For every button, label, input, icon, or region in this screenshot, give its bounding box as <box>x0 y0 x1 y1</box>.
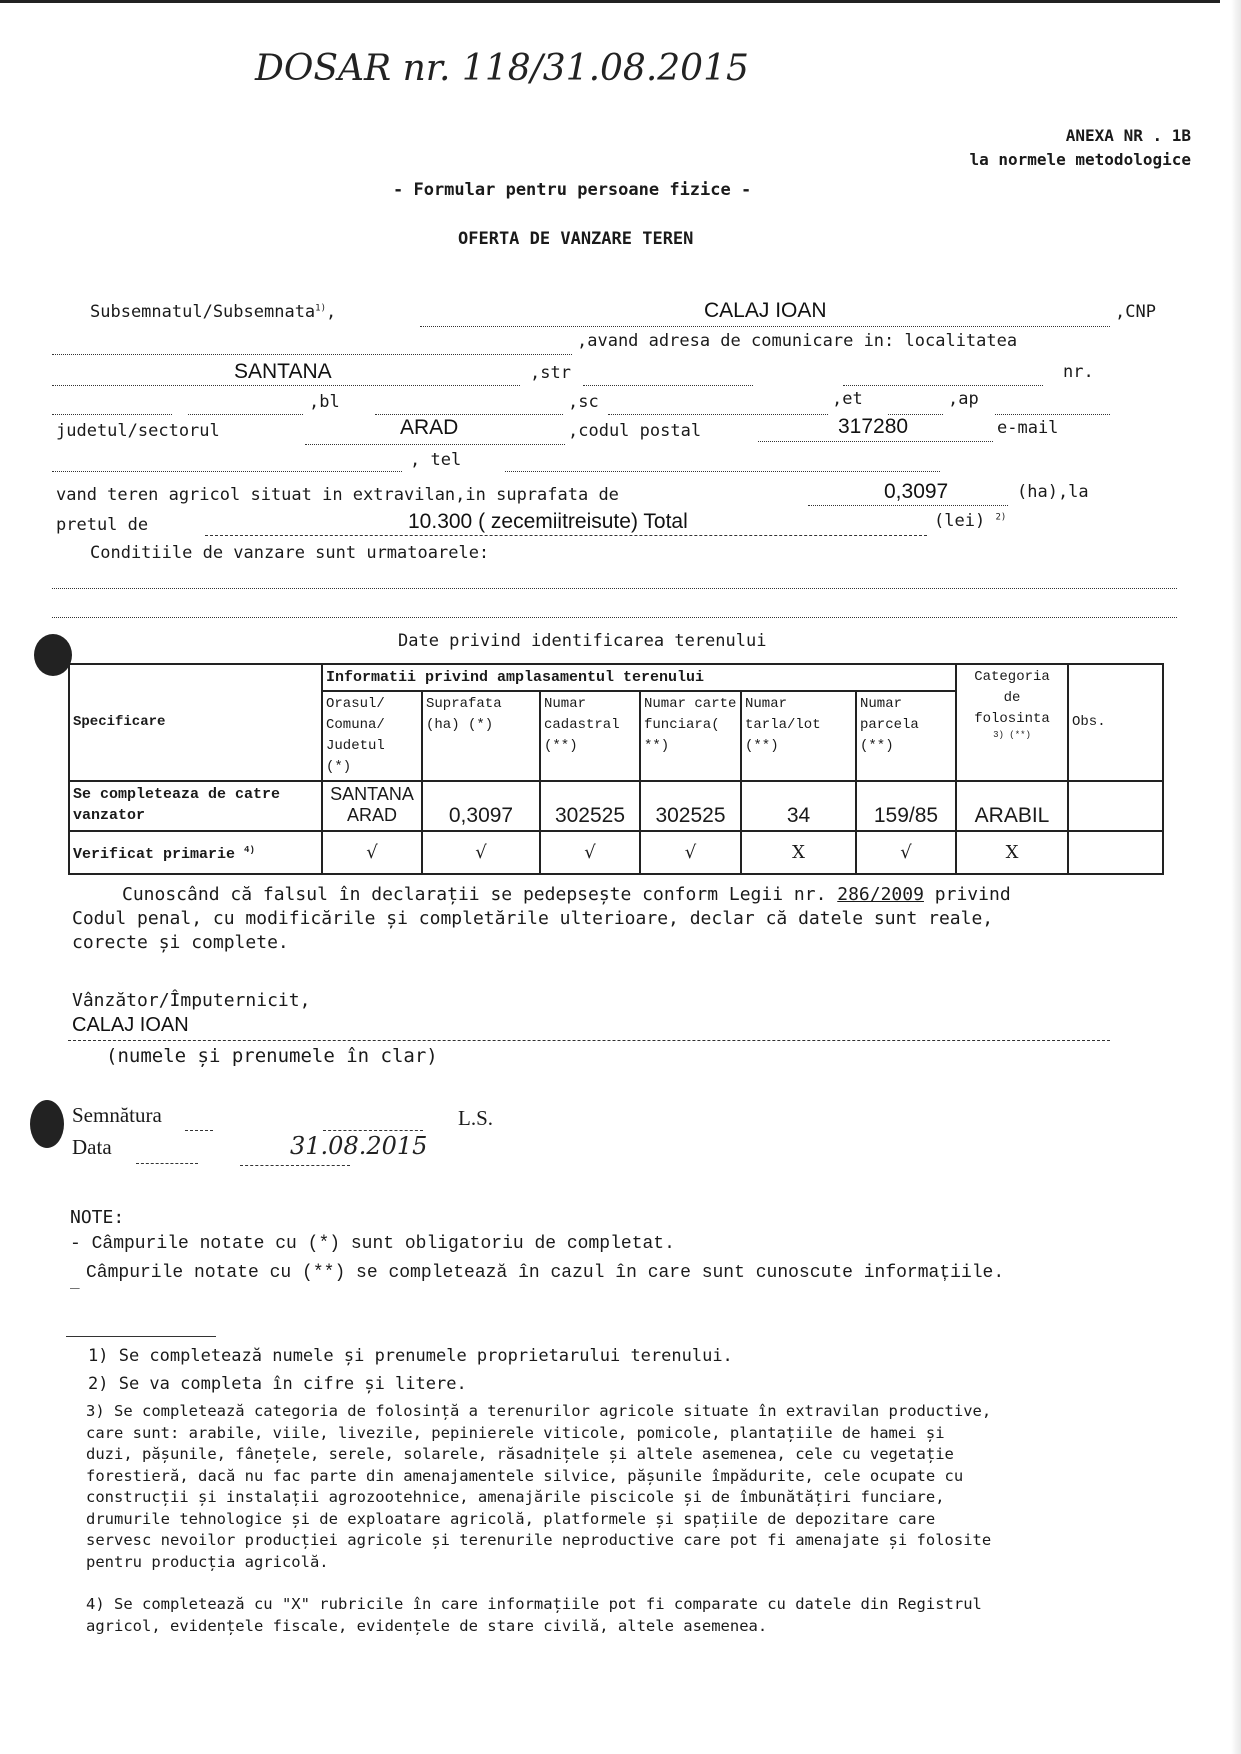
footnote-4: 4) Se completează cu "X" rubricile în care informațiile pot fi comparate cu datele din Registrul agricol, evidențele fiscale, evidențele de stare civilă, altele asemenea. <box>86 1595 982 1635</box>
field-judet[interactable]: ARAD <box>400 416 459 439</box>
suprafata-underline <box>808 505 1008 506</box>
handwritten-dossier-number: DOSAR nr. 118/31.08.2015 <box>255 48 749 89</box>
check-mark-suprafata[interactable]: √ <box>422 831 540 874</box>
col-parcela: Numar parcela (**) <box>856 691 956 781</box>
ap-underline <box>995 414 1110 415</box>
law-number: 286/2009 <box>837 884 924 905</box>
handwritten-date: 31.08.2015 <box>290 1132 428 1160</box>
label-bl: ,bl <box>309 392 340 412</box>
label-judet: judetul/sectorul <box>56 421 220 441</box>
group-header-amplasament: Informatii privind amplasamentul terenului <box>322 664 956 691</box>
field-suprafata[interactable]: 0,3097 <box>884 480 949 503</box>
seller-label: Vânzător/Împuternicit, <box>72 990 311 1011</box>
label-et: ,et <box>832 389 863 409</box>
label-subsemnatul: Subsemnatul/Subsemnata$^{1)}$, <box>90 302 337 322</box>
check-mark-carte-funciara[interactable]: √ <box>640 831 741 874</box>
scan-edge-right <box>1231 0 1241 1754</box>
label-pretul: pretul de <box>56 515 149 535</box>
check-mark-tarla-lot[interactable]: X <box>741 831 856 874</box>
seller-caption: (numele și prenumele în clar) <box>106 1045 438 1067</box>
col-suprafata: Suprafata (ha) (*) <box>422 691 540 781</box>
cell-cadastral[interactable]: 302525 <box>540 781 640 831</box>
sc-underline <box>608 414 828 415</box>
conditii-line-1 <box>52 588 1177 589</box>
label-ha: (ha),la <box>1017 482 1089 502</box>
cnp-underline <box>52 354 572 355</box>
binder-hole-top <box>34 634 72 676</box>
cell-obs-verificat[interactable] <box>1068 831 1163 874</box>
str2-underline <box>843 385 1043 386</box>
table-row-primarie <box>69 831 1163 874</box>
col-categoria: Categoria de folosinta 3) (**) <box>956 664 1068 781</box>
cell-categoria[interactable]: ARABIL <box>956 781 1068 831</box>
label-lei: (lei) $^{2)}$ <box>934 511 1007 531</box>
label-nr: nr. <box>1063 362 1094 382</box>
footnote-2: 2) Se va completa în cifre și litere. <box>88 1374 467 1394</box>
col-cadastral: Numar cadastral (**) <box>540 691 640 781</box>
field-cod-postal[interactable]: 317280 <box>838 415 909 438</box>
label-vand: vand teren agricol situat in extravilan,in suprafata de <box>56 485 619 505</box>
label-cnp: ,CNP <box>1115 302 1156 322</box>
email-underline <box>52 471 402 472</box>
note-line-2: Câmpurile notate cu (**) se completează în cazul în care sunt cunoscute informațiile. <box>86 1263 1005 1283</box>
col-tarla-lot: Numar tarla/lot (**) <box>741 691 856 781</box>
data-dash-1 <box>136 1163 198 1164</box>
cell-obs[interactable] <box>1068 781 1163 831</box>
page-title: OFERTA DE VANZARE TEREN <box>458 229 694 249</box>
nr-underline <box>52 414 172 415</box>
semnatura-dash-1 <box>185 1130 213 1131</box>
check-mark-parcela[interactable]: √ <box>856 831 956 874</box>
note-line-1: - Câmpurile notate cu (*) sunt obligatoriu de completat. <box>70 1234 675 1254</box>
label-conditii: Conditiile de vanzare sunt urmatoarele: <box>90 543 490 563</box>
label-tel: , tel <box>410 450 462 470</box>
footnote-1: 1) Se completează numele și prenumele proprietarului terenului. <box>88 1346 733 1366</box>
cell-oras[interactable]: SANTANA ARAD <box>322 781 422 831</box>
field-name[interactable]: CALAJ IOAN <box>704 299 827 322</box>
field-seller-name[interactable]: CALAJ IOAN <box>72 1014 189 1036</box>
check-mark-categoria[interactable]: X <box>956 831 1068 874</box>
binder-hole-bottom <box>30 1100 64 1148</box>
seller-name-underline <box>68 1040 1110 1041</box>
pret-underline <box>205 535 927 536</box>
label-sc: ,sc <box>568 392 599 412</box>
label-adresa: ,avand adresa de comunicare in: localitatea <box>577 331 1018 351</box>
scan-edge-line <box>0 0 1220 3</box>
label-str: ,str <box>530 363 571 383</box>
col-oras: Orasul/ Comuna/ Judetul (*) <box>322 691 422 781</box>
data-dash-2 <box>240 1165 350 1166</box>
col-specificare: Specificare <box>69 664 322 781</box>
row-label-vanzator: Se completeaza de catre vanzator <box>69 781 322 831</box>
table-caption: Date privind identificarea terenului <box>398 631 767 651</box>
cell-tarla-lot[interactable]: 34 <box>741 781 856 831</box>
annex-number: ANEXA NR . 1B <box>1065 126 1191 145</box>
label-ls: L.S. <box>458 1106 494 1130</box>
declaration-line-3: corecte și complete. <box>72 932 289 953</box>
footnote-3: 3) Se completează categoria de folosință a terenurilor agricole situate în extravilan productive, care sunt: arabile, viile, livezile, pepinierele viticole, pomicole, plantațiile de hamei și duzi, pășunile, fânețele, serele, solarele, răsadnițele și altele asemenea, cele cu vegetație forestieră, dacă nu fac parte din amenajamentele silvice, pășunile împădurite, cele ocupate cu construcții și instalații agrozootehnice, amenajările piscicole și de îmbunătățiri funciare, drumurile tehnologice și de exploatare agricolă, platformele și spațiile de depozitare care servesc nevoilor producției agricole și terenurile neproductive care pot fi amenajate și folosite pentru producția agricolă. <box>86 1402 992 1571</box>
label-ap: ,ap <box>948 389 979 409</box>
cell-parcela[interactable]: 159/85 <box>856 781 956 831</box>
col-carte-funciara: Numar carte funciara( **) <box>640 691 741 781</box>
declaration-line-2: Codul penal, cu modificările și completările ulterioare, declar că datele sunt reale, <box>72 908 994 929</box>
col-obs: Obs. <box>1068 664 1163 781</box>
semnatura-dash-2 <box>323 1130 423 1131</box>
form-type: - Formular pentru persoane fizice - <box>393 180 752 200</box>
cell-suprafata[interactable]: 0,3097 <box>422 781 540 831</box>
name-underline <box>420 326 1110 327</box>
judet-underline <box>305 444 565 445</box>
label-semnatura: Semnătura <box>72 1103 162 1127</box>
annex-subtitle: la normele metodologice <box>969 150 1191 169</box>
footnote-separator <box>66 1336 216 1337</box>
bl-underline <box>375 414 563 415</box>
label-email: e-mail <box>997 418 1059 438</box>
check-mark-cadastral[interactable]: √ <box>540 831 640 874</box>
note-dash-mark: _ <box>70 1270 80 1289</box>
tel-underline <box>505 471 940 472</box>
cod-postal-underline <box>758 441 993 442</box>
row-label-primarie: Verificat primarie $^{4)}$ <box>69 831 322 874</box>
conditii-line-2 <box>52 617 1177 618</box>
cell-carte-funciara[interactable]: 302525 <box>640 781 741 831</box>
str-underline <box>583 385 753 386</box>
label-cod-postal: ,codul postal <box>568 421 702 441</box>
localitate-underline <box>52 385 520 386</box>
table-row-vanzator <box>69 781 1163 831</box>
bl-pre-underline <box>188 414 303 415</box>
label-data: Data <box>72 1135 112 1159</box>
check-mark-oras[interactable]: √ <box>322 831 422 874</box>
land-identification-table <box>68 663 1164 875</box>
note-title: NOTE: <box>70 1207 125 1228</box>
field-localitate[interactable]: SANTANA <box>234 360 332 383</box>
declaration-line-1: Cunoscând că falsul în declarații se pedepsește conform Legii nr. 286/2009 privind <box>122 884 1011 905</box>
field-pret[interactable]: 10.300 ( zecemiitreisute) Total <box>408 510 688 533</box>
